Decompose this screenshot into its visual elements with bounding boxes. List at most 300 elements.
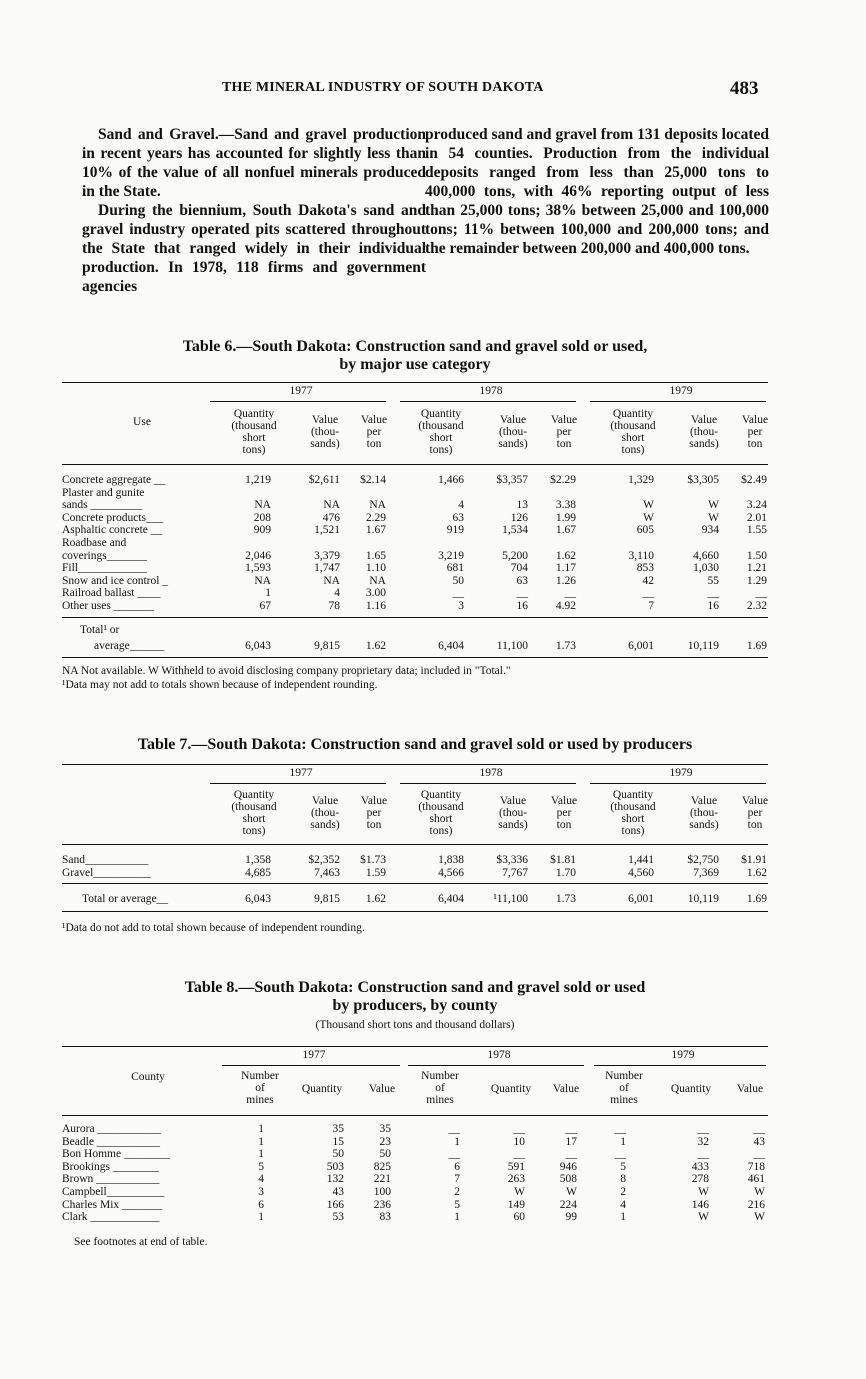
table6-row-label: Snow and ice control _ (62, 574, 169, 587)
table7-col-value-per-ton-line: per (556, 807, 572, 819)
table8-cell: __ (448, 1123, 460, 1135)
table8-title-line1: Table 8.—South Dakota: Construction sand and gravel sold or used (184, 979, 646, 996)
table6-cell: __ (642, 587, 654, 600)
table6-year-rule (590, 401, 766, 402)
table6-cell: W (643, 499, 654, 512)
table6-cell: 1,747 (314, 562, 340, 575)
table6-footnote-rounding: ¹Data may not add to totals shown because of independent rounding. (62, 679, 378, 691)
table6-col-value-line: sands) (689, 438, 719, 450)
table7-col-quantity-line: (thousand (231, 801, 277, 813)
table6-cell: 919 (446, 524, 464, 537)
table6-cell: $2.14 (360, 474, 386, 486)
table7-col-value-line: (thou- (689, 807, 719, 819)
table6-col-value-per-ton (733, 414, 777, 450)
table8-cell: 1 (258, 1148, 264, 1161)
table7-cell: 1.59 (365, 866, 386, 879)
table6-cell: 1.67 (365, 524, 386, 537)
table8-col-mines-line: Number (605, 1070, 643, 1082)
table8-cell: 5 (454, 1198, 460, 1211)
table6-col-value-per-ton-line: ton (366, 438, 382, 450)
table7-year-rule (590, 783, 766, 784)
table8-cell: 100 (373, 1186, 391, 1198)
table8-cell: W (514, 1186, 525, 1198)
table8-cell: __ (565, 1148, 577, 1161)
table6-cell: NA (369, 499, 386, 512)
table8-cell: 278 (691, 1173, 709, 1186)
table7-year-1979: 1979 (669, 767, 693, 779)
table6-cell: 2.32 (746, 600, 767, 612)
table6-cell: 681 (446, 562, 464, 575)
table8-top-rule (62, 1046, 768, 1047)
table6-cell: 1,534 (502, 524, 528, 537)
table8-cell: W (698, 1186, 709, 1198)
table6-cell: 2.29 (365, 511, 386, 524)
table6-cell: __ (564, 587, 576, 600)
table8-cell: 50 (332, 1148, 344, 1161)
table6-title-line1: Table 6.—South Dakota: Construction sand and gravel sold or used, (182, 338, 648, 355)
table6-col-value (295, 414, 355, 450)
table6-cell: 50 (452, 574, 464, 587)
table8-col-mines-line: mines (610, 1094, 638, 1106)
table8-cell: 3 (258, 1186, 264, 1198)
table7-col-value-line: (thou- (310, 807, 340, 819)
table8-col-mines (594, 1070, 654, 1106)
table7-cell: 7,767 (502, 866, 528, 879)
table7-cell: 1.70 (555, 866, 576, 879)
table6-cell: 1,219 (245, 474, 271, 486)
table6-cell: 1,593 (245, 562, 271, 575)
table6-total-cell: 9,815 (314, 640, 340, 652)
table8-cell: W (754, 1186, 765, 1198)
table6-row-label: Concrete products___ (62, 511, 164, 524)
table6-footnote-abbrev: NA Not available. W Withheld to avoid disclosing company proprietary data; included in "Total." (62, 665, 511, 677)
table6-cell: NA (323, 499, 340, 512)
table7-cell: 1,358 (245, 854, 271, 866)
table6-total-cell: 6,001 (628, 640, 654, 652)
table8-row-label: Beadle ___________ (62, 1135, 161, 1148)
table7-col-value-per-ton (733, 795, 777, 831)
table8-row-label: Charles Mix _______ (62, 1198, 163, 1211)
table6-use-header: Use (133, 416, 151, 428)
table8-year-1977: 1977 (302, 1049, 326, 1061)
table6-row-label: sands _________ (62, 499, 143, 512)
table8-footnote: See footnotes at end of table. (74, 1236, 208, 1248)
table6-col-quantity (219, 408, 289, 456)
table7-total-cell: 1.73 (555, 893, 576, 905)
table6-total-cell: 1.62 (365, 640, 386, 652)
page-number: 483 (730, 78, 759, 99)
table6-cell: 126 (510, 511, 528, 524)
table7-cell: 4,566 (438, 866, 464, 879)
table8-cell: 32 (697, 1135, 709, 1148)
table6-col-value-per-ton-line: ton (556, 438, 572, 450)
table8-col-mines (230, 1070, 290, 1106)
table8-cell: 43 (753, 1135, 765, 1148)
table7-col-value-per-ton-line: ton (366, 819, 382, 831)
table8-cell: W (698, 1211, 709, 1224)
table7-cell: $2,352 (308, 854, 340, 866)
table8-cell: 1 (258, 1135, 264, 1148)
table6-cell: 1.21 (746, 562, 767, 575)
table6-cell: 853 (636, 562, 654, 575)
table8-row-label: Aurora ___________ (62, 1123, 161, 1135)
table6-cell: 1.50 (746, 549, 767, 562)
table8-col-value: Value (368, 1083, 396, 1095)
table8-cell: 433 (691, 1160, 709, 1173)
table6-cell: 3,110 (628, 549, 654, 562)
paragraph-deposits: produced sand and gravel from 131 deposits located in 54 counties. Production from the individual deposits ranged from less than 25,000 tons to 400,000 tons, with 46% reporting output of less than 25,000 tons; 38% between 25,000 and 100,000 tons; 11% between 100,000 and 200,000 tons; and the remainder between 200,000 and 400,000 tons. (425, 126, 769, 257)
table6-cell: NA (369, 574, 386, 587)
table7-row-label: Sand___________ (62, 854, 149, 866)
table6-total-rule (62, 617, 768, 618)
table6-cell: 1.67 (555, 524, 576, 537)
table6-cell: 5,200 (502, 549, 528, 562)
table8-cell: __ (513, 1123, 525, 1135)
table8-cell: 23 (379, 1135, 391, 1148)
table8-cell: 99 (565, 1211, 577, 1224)
table6-cell: W (708, 511, 719, 524)
table6-cell: 16 (707, 600, 719, 612)
table6-cell: 63 (452, 511, 464, 524)
table6-cell: 1.26 (555, 574, 576, 587)
table6-col-value-line: (thou- (310, 426, 340, 438)
table8-row-label: Brookings ________ (62, 1160, 159, 1173)
table8-col-mines-line: of (255, 1082, 265, 1094)
table8-cell: 15 (332, 1135, 344, 1148)
table6-title (0, 338, 830, 374)
table8-cell: 50 (379, 1148, 391, 1161)
table6-row-label: Plaster and gunite (62, 486, 145, 499)
table6-total-label: average______ (94, 640, 165, 652)
table7-year-1978: 1978 (479, 767, 503, 779)
text-column-left (82, 125, 426, 296)
table6-col-value-per-ton-line: per (747, 426, 763, 438)
table7-footnote: ¹Data do not add to total shown because of independent rounding. (62, 922, 365, 934)
table8-row-label: Bon Homme ________ (62, 1148, 170, 1161)
table8-cell: 2 (620, 1186, 626, 1198)
table7-year-rule (210, 783, 386, 784)
table6-col-value-per-ton-line: ton (747, 438, 763, 450)
table6-cell: 704 (510, 562, 528, 575)
table6-col-quantity (598, 408, 668, 456)
table8-cell: 503 (326, 1160, 344, 1173)
table8-cell: __ (753, 1148, 765, 1161)
table6-total-cell: 1.73 (555, 640, 576, 652)
table8-cell: 1 (620, 1135, 626, 1148)
table6-col-value-per-ton-line: Value (360, 414, 388, 426)
table6-col-value-per-ton (352, 414, 396, 450)
table7-col-quantity-line: Quantity (233, 789, 275, 801)
text-column-right (425, 125, 769, 258)
table7-header-rule (62, 844, 768, 845)
table8-year-1979: 1979 (671, 1049, 695, 1061)
table7-col-value-line: Value (690, 795, 718, 807)
table6-cell: 1 (265, 587, 271, 600)
table6-cell: 4 (458, 499, 464, 512)
table6-cell: 3,219 (438, 549, 464, 562)
table7-cell: $2,750 (687, 854, 719, 866)
table7-cell: $1.91 (741, 854, 767, 866)
running-header-title: THE MINERAL INDUSTRY OF SOUTH DAKOTA (222, 80, 544, 95)
table7-col-quantity-line: (thousand (418, 801, 464, 813)
table8-year-rule (222, 1065, 400, 1066)
table7-col-value-per-ton-line: ton (747, 819, 763, 831)
table8-cell: 6 (454, 1160, 460, 1173)
table8-col-mines (410, 1070, 470, 1106)
table7-total-cell: 6,404 (438, 893, 464, 905)
table8-year-rule (594, 1065, 766, 1066)
table8-cell: 8 (620, 1173, 626, 1186)
table6-cell: 78 (328, 600, 340, 612)
table8-cell: 166 (326, 1198, 344, 1211)
table7-col-quantity (406, 789, 476, 837)
table8-col-quantity: Quantity (301, 1083, 343, 1095)
table6-col-quantity-line: tons) (242, 444, 266, 456)
table7-col-value-line: Value (311, 795, 339, 807)
table6-col-quantity-line: Quantity (612, 408, 654, 420)
table6-col-value-line: (thou- (689, 426, 719, 438)
table8-cell: __ (448, 1148, 460, 1161)
table7-col-value-line: sands) (689, 819, 719, 831)
table7-col-value-per-ton-line: ton (556, 819, 572, 831)
paragraph-biennium: During the biennium, South Dakota's sand and gravel industry operated pits scattered throughout the State that ranged widely in their individual production. In 1978, 118 firms and government agencies (82, 202, 426, 295)
table7-col-quantity-line: short (621, 813, 645, 825)
table6-col-value-line: (thou- (498, 426, 528, 438)
table6-col-value (674, 414, 734, 450)
table8-cell: 35 (332, 1123, 344, 1135)
table6-col-value-line: sands) (498, 438, 528, 450)
table6-col-value (483, 414, 543, 450)
table8-cell: 718 (747, 1160, 765, 1173)
table8-cell: __ (697, 1148, 709, 1161)
table7-year-rule (400, 783, 576, 784)
table7-col-value-per-ton-line: per (747, 807, 763, 819)
table7-total-cell: 1.62 (365, 893, 386, 905)
table8-cell: 1 (258, 1123, 264, 1135)
table6-cell: 63 (516, 574, 528, 587)
table8-cell: 35 (379, 1123, 391, 1135)
table6-cell: $3,305 (687, 474, 719, 486)
table7-col-quantity-line: Quantity (420, 789, 462, 801)
table7-col-quantity-line: (thousand (610, 801, 656, 813)
table8-row-label: Campbell__________ (62, 1186, 165, 1198)
table6-cell: $2.29 (550, 474, 576, 486)
table6-col-value-line: Value (499, 414, 527, 426)
table6-cell: __ (516, 587, 528, 600)
table7-col-quantity-line: tons) (242, 825, 266, 837)
table8-row-label: Brown ___________ (62, 1173, 160, 1186)
table6-cell: NA (254, 499, 271, 512)
table8-cell: 7 (454, 1173, 460, 1186)
table8-cell: 508 (559, 1173, 577, 1186)
table6-total-cell: 6,043 (245, 640, 271, 652)
table8-cell: W (566, 1186, 577, 1198)
table8-cell: 825 (373, 1160, 391, 1173)
table7-cell: 4,560 (628, 866, 654, 879)
table8-cell: 591 (507, 1160, 525, 1173)
table6-col-value-per-ton-line: per (556, 426, 572, 438)
table6-cell: 55 (707, 574, 719, 587)
table8-cell: 216 (747, 1198, 765, 1211)
table7-top-rule (62, 764, 768, 765)
table7-bottom-rule (62, 911, 768, 912)
table6-year-rule (210, 401, 386, 402)
table7-col-value-per-ton-line: Value (741, 795, 769, 807)
table8-cell: 10 (513, 1135, 525, 1148)
table8-cell: __ (753, 1123, 765, 1135)
table7-row-label: Gravel__________ (62, 866, 151, 879)
table8-cell: 6 (258, 1198, 264, 1211)
table6-row-label: coverings_______ (62, 549, 147, 562)
table7-col-value-line: (thou- (498, 807, 528, 819)
table7-cell: 7,463 (314, 866, 340, 879)
table6-cell: NA (323, 574, 340, 587)
table8-cell: __ (614, 1123, 626, 1135)
paragraph-sand-gravel: Sand and Gravel.—Sand and gravel production in recent years has accounted for slightly less than 10% of the value of all nonfuel minerals produced in the State. (82, 126, 426, 200)
table6-cell: 1,329 (628, 474, 654, 486)
table6-total-cell: 1.69 (746, 640, 767, 652)
table6-row-label: Railroad ballast ____ (62, 587, 161, 600)
table6-col-quantity-line: short (429, 432, 453, 444)
table7-total-label: Total or average__ (82, 893, 169, 905)
table6-row-label: Fill____________ (62, 562, 147, 575)
table7-total-cell: 1.69 (746, 893, 767, 905)
table6-total-cell: 11,100 (496, 640, 528, 652)
table8-cell: __ (513, 1148, 525, 1161)
table8-cell: 4 (258, 1173, 264, 1186)
table7-total-cell: 6,001 (628, 893, 654, 905)
table6-cell: 67 (259, 600, 271, 612)
table6-year-rule (400, 401, 576, 402)
table8-col-mines-line: Number (421, 1070, 459, 1082)
table8-year-rule (408, 1065, 584, 1066)
table6-cell: $3,357 (496, 474, 528, 486)
table8-col-mines-line: mines (246, 1094, 274, 1106)
table6-cell: 3.38 (555, 499, 576, 512)
table8-cell: 1 (454, 1135, 460, 1148)
table7-col-value-per-ton (542, 795, 586, 831)
table6-col-quantity-line: Quantity (233, 408, 275, 420)
table8-cell: 236 (373, 1198, 391, 1211)
table7-cell: 1.62 (746, 866, 767, 879)
table7-col-quantity-line: short (242, 813, 266, 825)
table6-cell: 934 (701, 524, 719, 537)
table6-col-quantity-line: short (621, 432, 645, 444)
table8-cell: 1 (454, 1211, 460, 1224)
table6-cell: 3.00 (365, 587, 386, 600)
table7-col-quantity (598, 789, 668, 837)
table8-col-mines-line: mines (426, 1094, 454, 1106)
table6-cell: 1.62 (555, 549, 576, 562)
table6-cell: 909 (253, 524, 271, 537)
table7-col-value (674, 795, 734, 831)
table6-col-value-per-ton-line: per (366, 426, 382, 438)
table8-cell: 224 (559, 1198, 577, 1211)
table7-total-cell: 10,119 (687, 893, 719, 905)
table7-cell: $1.73 (360, 854, 386, 866)
table8-cell: 146 (691, 1198, 709, 1211)
table8-cell: __ (565, 1123, 577, 1135)
table7-total-cell: 6,043 (245, 893, 271, 905)
table6-cell: 1,521 (314, 524, 340, 537)
table8-cell: 53 (332, 1211, 344, 1224)
table7-col-value (483, 795, 543, 831)
table8-cell: 132 (326, 1173, 344, 1186)
table8-cell: 2 (454, 1186, 460, 1198)
table8-col-mines-line: Number (241, 1070, 279, 1082)
table6-cell: 42 (642, 574, 654, 587)
table8-cell: 43 (332, 1186, 344, 1198)
table8-county-header: County (131, 1071, 165, 1083)
table7-col-value-line: sands) (498, 819, 528, 831)
table6-row-label: Roadbase and (62, 537, 127, 549)
table6-cell: 1.10 (365, 562, 386, 575)
table7-col-quantity-line: tons) (621, 825, 645, 837)
table6-cell: 4 (334, 587, 340, 600)
table6-col-value-per-ton-line: Value (550, 414, 578, 426)
table8-cell: 1 (620, 1211, 626, 1224)
table8-cell: 461 (747, 1173, 765, 1186)
table7-col-quantity-line: Quantity (612, 789, 654, 801)
table6-col-value-line: Value (311, 414, 339, 426)
table8-row-label: Clark ____________ (62, 1211, 160, 1224)
table6-cell: $2,611 (308, 474, 340, 486)
table6-cell: 3,379 (314, 549, 340, 562)
table7-col-quantity-line: tons) (429, 825, 453, 837)
table7-cell: $1.81 (550, 854, 576, 866)
table8-cell: 946 (559, 1160, 577, 1173)
table8-cell: 5 (258, 1160, 264, 1173)
table8-year-1978: 1978 (487, 1049, 511, 1061)
table6-row-label: Other uses _______ (62, 600, 154, 612)
table8-cell: 263 (507, 1173, 525, 1186)
table6-col-value-per-ton-line: Value (741, 414, 769, 426)
table6-col-quantity (406, 408, 476, 456)
table8-cell: 83 (379, 1211, 391, 1224)
table6-cell: __ (707, 587, 719, 600)
table8-cell: 221 (373, 1173, 391, 1186)
table8-title (0, 979, 830, 1015)
table6-bottom-rule (62, 657, 768, 658)
table6-col-quantity-line: (thousand (610, 420, 656, 432)
table8-col-mines-line: of (435, 1082, 445, 1094)
table6-cell: W (708, 499, 719, 512)
table7-col-value-per-ton-line: per (366, 807, 382, 819)
table6-cell: 2.01 (746, 511, 767, 524)
table6-year-1979: 1979 (669, 385, 693, 397)
table6-cell: __ (755, 587, 767, 600)
table6-cell: 1,030 (693, 562, 719, 575)
table8-cell: 149 (507, 1198, 525, 1211)
table7-cell: $3,336 (496, 854, 528, 866)
table6-col-quantity-line: (thousand (418, 420, 464, 432)
table6-year-1977: 1977 (289, 385, 313, 397)
table6-cell: 1.16 (365, 600, 386, 612)
table6-cell: 13 (516, 499, 528, 512)
table6-top-rule (62, 382, 768, 383)
table6-cell: __ (452, 587, 464, 600)
table8-subtitle: (Thousand short tons and thousand dollars) (315, 1019, 515, 1031)
table6-col-value-per-ton (542, 414, 586, 450)
table8-cell: __ (697, 1123, 709, 1135)
table6-header-rule (62, 464, 768, 465)
table7-cell: 7,369 (693, 866, 719, 879)
table7-year-1977: 1977 (289, 767, 313, 779)
table7-col-quantity-line: short (429, 813, 453, 825)
table6-col-value-line: sands) (310, 438, 340, 450)
table6-cell: W (643, 511, 654, 524)
table6-cell: 1.17 (555, 562, 576, 575)
